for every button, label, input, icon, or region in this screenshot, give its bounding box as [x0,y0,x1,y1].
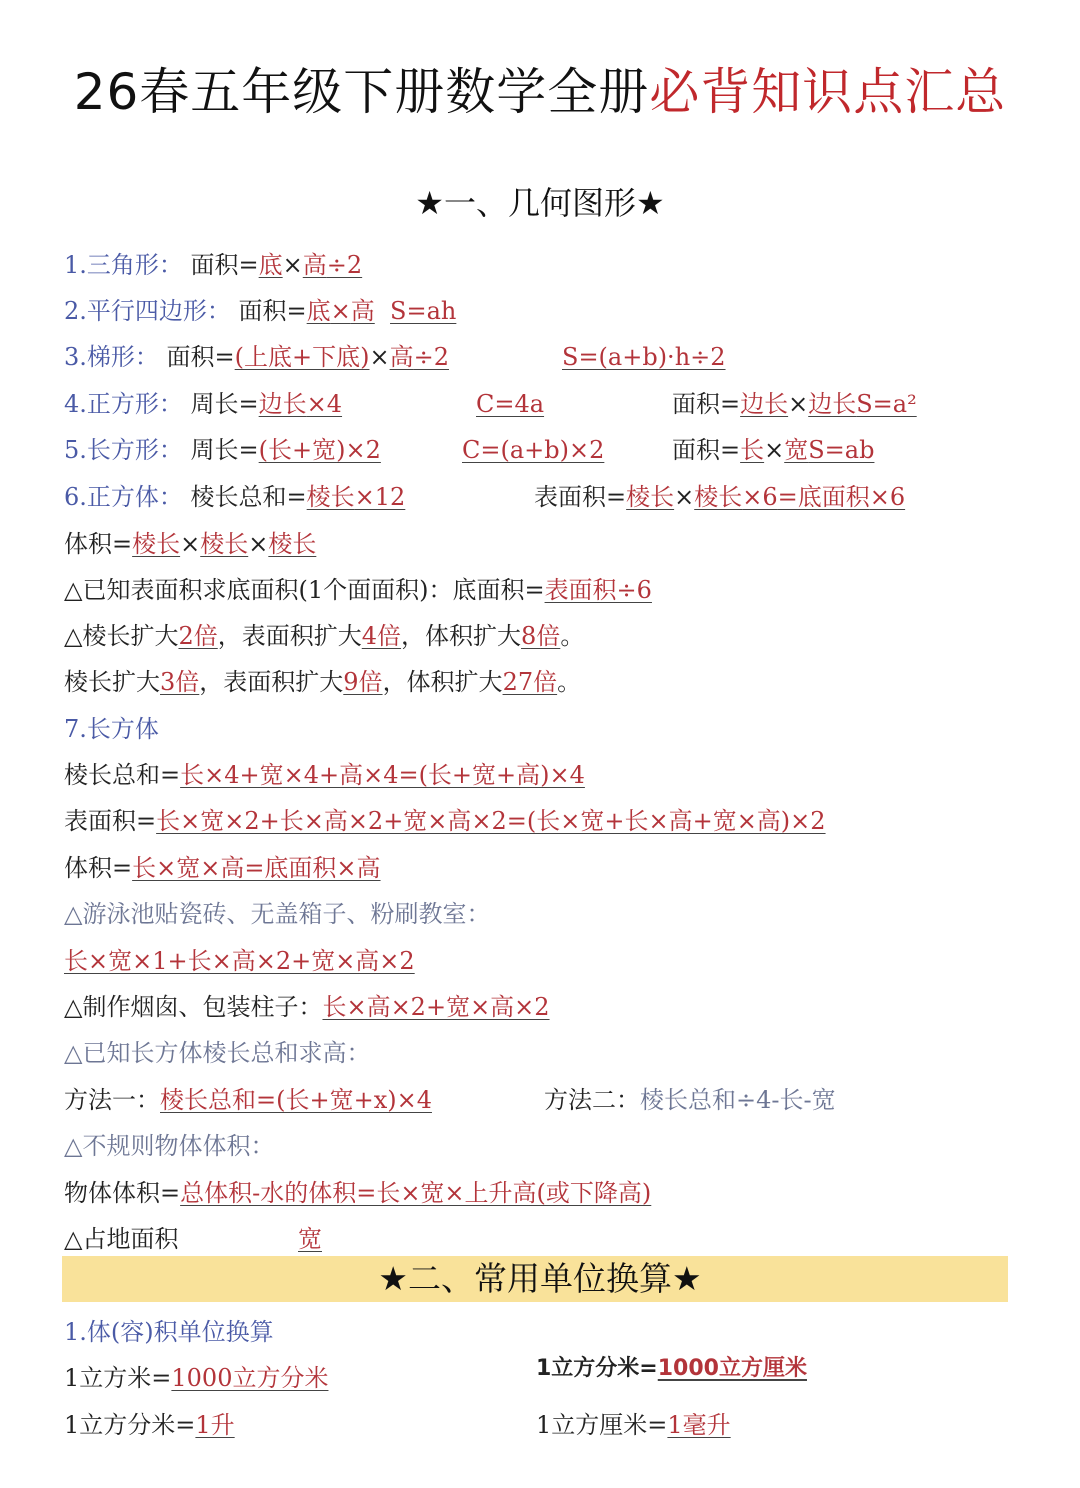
formula-text: 棱长总和= [64,761,181,789]
title-main: 26春五年级下册数学全册 [73,63,650,121]
answer-blank: C=(a+b)×2 [462,436,605,464]
note-height: △已知长方体棱长总和求高： [64,1039,371,1067]
formula-text: × [180,530,201,558]
answer-blank: 2倍 [178,622,218,650]
note-chimney [64,990,550,1024]
unit-text: 1立方米= [64,1364,172,1392]
note-text: △棱长扩大 [64,622,179,650]
note-base-area [64,573,652,607]
formula-text: 棱长总和= [190,483,307,511]
answer-blank: ×12 [354,483,406,511]
answer-blank: 边长 [258,390,307,418]
formula-square-area [672,387,917,421]
formula-cuboid-surface [64,804,826,838]
answer-blank: 棱长 [268,530,317,558]
unit-dm3-cm3 [536,1352,807,1386]
answer-blank: 棱长 [306,483,355,511]
item-label-cuboid: 7.长方体 [64,715,159,743]
answer-blank: 1升 [195,1411,235,1439]
item-label: 3.梯形： [64,343,159,371]
method-text: 棱长总和÷4-长-宽 [640,1086,836,1114]
answer-blank: ×6 [742,483,778,511]
answer-blank: 27倍 [502,668,558,696]
method-two [544,1083,836,1117]
formula-text: 面积= [190,251,259,279]
formula-rectangle [64,433,381,467]
answer-blank: 9倍 [343,668,383,696]
formula-square-perimeter-letters [476,387,544,421]
unit-cm3-ml [536,1408,731,1442]
formula-text: × [674,483,695,511]
unit-dm3-l [64,1408,235,1442]
answer-blank: 底 [258,251,283,279]
item-label: 6.正方体： [64,483,183,511]
answer-blank: 高 [350,297,375,325]
answer-blank: 棱长 [694,483,743,511]
note-irregular: △不规则物体体积： [64,1132,275,1160]
answer-blank: 4倍 [361,622,402,650]
item-label: 5.长方形： [64,436,183,464]
answer-blank: S=a² [856,390,917,418]
formula-text: 体积= [64,530,133,558]
answer-blank: S=ab [808,436,875,464]
formula-text: × [764,436,785,464]
answer-blank: 棱长 [200,530,249,558]
answer-blank: 长×4+宽×4+高×4=(长+宽+高)×4 [180,761,585,789]
note-text: △占地面积 [64,1225,179,1253]
formula-pool [64,944,415,978]
formula-text: 表面积= [64,807,157,835]
formula-text: 面积= [238,297,307,325]
answer-blank: ×4 [306,390,343,418]
answer-blank: ÷2 [326,251,363,279]
unit-m3-dm3 [64,1361,328,1395]
note-text: △制作烟囱、包装柱子： [64,993,323,1021]
unit-text: 1立方分米= [64,1411,196,1439]
answer-blank: 棱长总和=(长+宽+x)×4 [160,1086,432,1114]
formula-text: 周长= [190,436,259,464]
formula-irregular-volume [64,1176,651,1210]
item-label: 1.三角形： [64,251,183,279]
note-text: △已知表面积求底面积(1个面面积)：底面积= [64,576,545,604]
answer-blank: 长×高×2+宽×高×2 [322,993,550,1021]
note-text: ，体积扩大 [401,622,522,650]
formula-cube-volume [64,527,316,561]
section-heading-units: ★二、常用单位换算★ [378,1259,702,1298]
formula-cuboid-edges [64,758,585,792]
method-one [64,1083,432,1117]
answer-blank: S=ah [390,297,457,325]
answer-blank: ×2 [345,436,381,464]
unit-text: 1立方分米= [536,1356,658,1381]
answer-blank: (上底+下底) [234,343,370,371]
note-floor-area-blank [298,1222,322,1256]
answer-blank: × [330,297,351,325]
answer-blank: 8倍 [521,622,561,650]
answer-blank: 3倍 [160,668,200,696]
note-text: ，体积扩大 [382,668,503,696]
note-text: 。 [557,668,582,696]
answer-blank: =底面积 [777,483,870,511]
note-text: ，表面积扩大 [217,622,362,650]
note-floor-area [64,1222,178,1256]
answer-blank: 边长 [740,390,789,418]
formula-text: 面积= [672,436,741,464]
note-scale-2 [64,619,584,653]
answer-blank: 1毫升 [667,1411,731,1439]
formula-rectangle-area [672,433,874,467]
answer-blank: 1000立方厘米 [657,1356,807,1381]
method-label: 方法二： [544,1086,640,1114]
item-label: 2.平行四边形： [64,297,231,325]
formula-text: 表面积= [534,483,627,511]
item-label-volume-units: 1.体(容)积单位换算 [64,1318,274,1346]
answer-blank: 长 [740,436,765,464]
answer-blank: 长×宽×2+长×高×2+宽×高×2=(长×宽+长×高+宽×高)×2 [156,807,826,835]
page-title [0,52,1080,124]
formula-triangle [64,248,362,282]
note-text: 。 [560,622,585,650]
answer-blank: 宽 [298,1225,322,1253]
formula-cube-surface [534,480,905,514]
method-label: 方法一： [64,1086,160,1114]
answer-blank: 高 [302,251,327,279]
item-label: 4.正方形： [64,390,183,418]
formula-text: × [788,390,809,418]
answer-blank: 棱长 [626,483,675,511]
formula-trapezoid [64,340,449,374]
answer-blank: ÷2 [413,343,449,371]
unit-text: 1立方厘米= [536,1411,668,1439]
formula-text: × [369,343,390,371]
answer-blank: 棱长 [132,530,181,558]
formula-text: 周长= [190,390,259,418]
formula-trapezoid-letters [562,340,726,374]
formula-rectangle-perimeter-letters [462,433,604,467]
formula-text: 面积= [166,343,235,371]
answer-blank: 表面积÷6 [544,576,652,604]
formula-text: 物体体积= [64,1179,181,1207]
answer-blank: ×6 [869,483,906,511]
note-scale-3 [64,665,581,699]
title-highlight: 必背知识点汇总 [649,63,1007,121]
note-text: ，表面积扩大 [199,668,344,696]
answer-blank: C=4a [476,390,545,418]
formula-cube [64,480,405,514]
formula-text: 面积= [672,390,741,418]
formula-text: × [282,251,303,279]
answer-blank: 高 [389,343,414,371]
note-pool: △游泳池贴瓷砖、无盖箱子、粉刷教室： [64,900,491,928]
answer-blank: 宽 [784,436,809,464]
formula-text: 体积= [64,854,133,882]
formula-cuboid-volume [64,851,381,885]
section-heading-geometry: ★一、几何图形★ [415,184,665,222]
answer-blank: S=(a+b)·h÷2 [562,343,726,371]
answer-blank: 边长 [808,390,857,418]
answer-blank: 底 [306,297,331,325]
answer-blank: (长+宽) [258,436,346,464]
answer-blank: 1000立方分米 [171,1364,329,1392]
note-text: 棱长扩大 [64,668,160,696]
formula-square [64,387,342,421]
answer-blank: 总体积-水的体积=长×宽×上升高(或下降高) [180,1179,652,1207]
formula-parallelogram [64,294,456,328]
formula-text: × [248,530,269,558]
answer-blank: 长×宽×高=底面积×高 [132,854,381,882]
answer-blank: 长×宽×1+长×高×2+宽×高×2 [64,947,415,975]
